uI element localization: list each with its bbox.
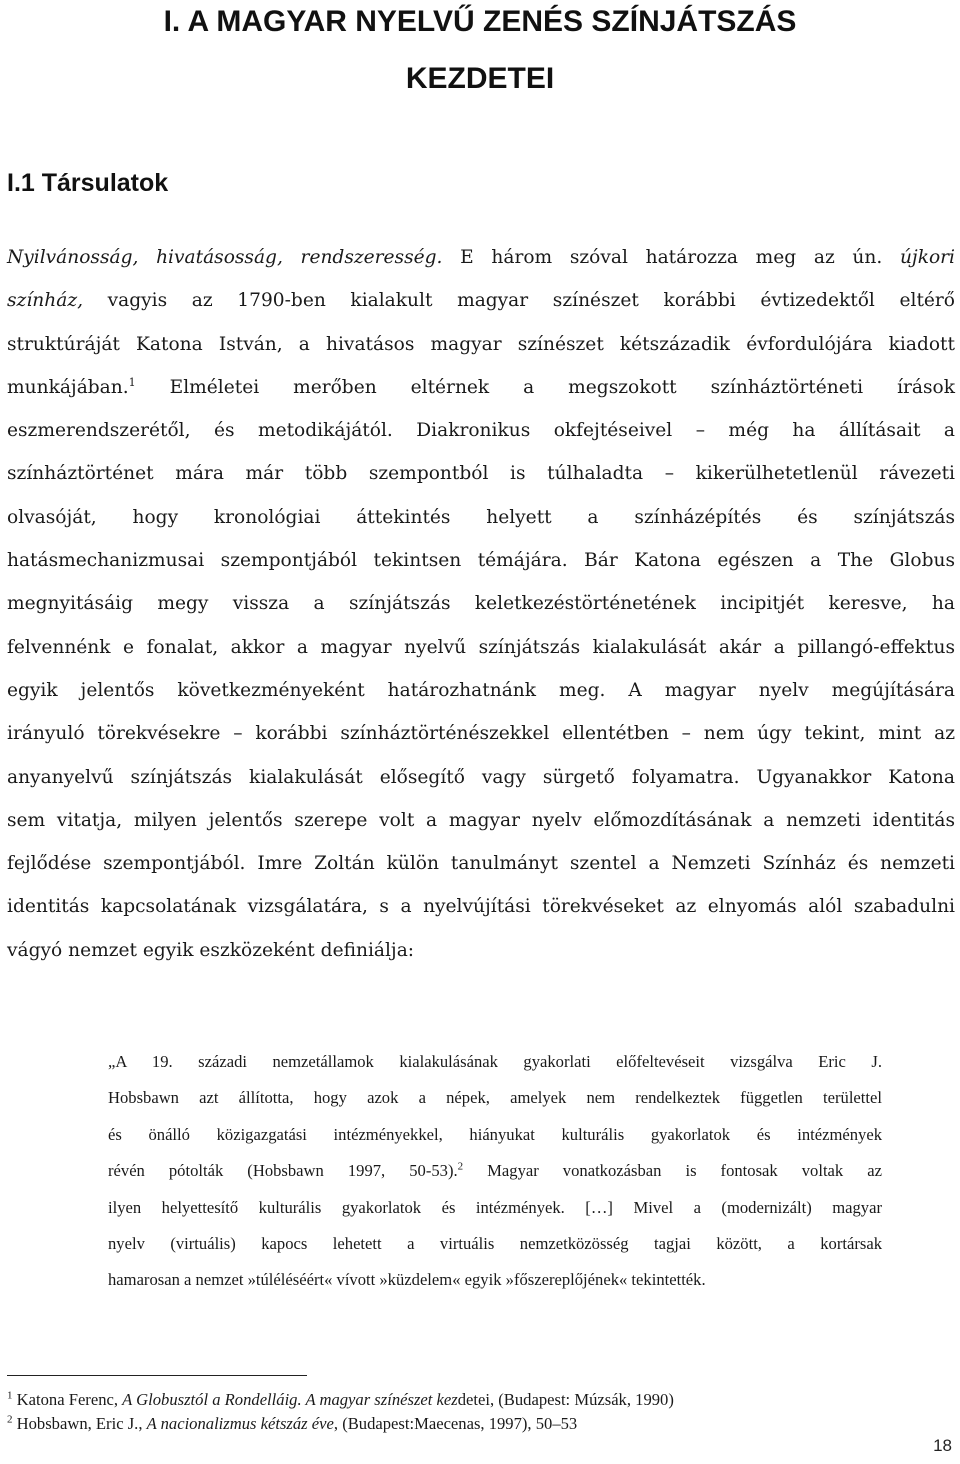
chapter-title: I. A MAGYAR NYELVŰ ZENÉS SZÍNJÁTSZÁS: [163, 5, 797, 38]
footnote-ref[interactable]: 1: [128, 375, 136, 389]
text-line: színháztörténet mára már több szempontból is túlhaladta – kikerülhetetlenül rávezeti: [7, 463, 955, 485]
text-line: struktúráját Katona István, a hivatásos magyar színészet kétszázadik évfordulójára kiadott: [7, 333, 955, 355]
quote-line: ilyen helyettesítő kulturális gyakorlatok és intézmények. […] Mivel a (modernizált) magyar: [108, 1197, 882, 1217]
footnote-2: $^2$ Hobsbawn, Eric J., A nacionalizmus kétszáz éve, (Budapest:Maecenas, 1997), 50–53: [7, 1413, 578, 1433]
text-line: eszmerendszerétől, és metodikájától. Diakronikus okfejtéseivel – még ha állításait a: [7, 420, 955, 442]
footnote-ref[interactable]: 2: [457, 1160, 464, 1173]
block-quote: [108, 1044, 882, 1299]
chapter-title-continued: KEZDETEI: [405, 62, 555, 95]
text-line: hatásmechanizmusai szempontjából tekintsen témájára. Bár Katona egészen a The Globus: [7, 550, 955, 572]
text-line: irányuló törekvésekre – korábbi színháztörténészekkel ellentétben – nem úgy tekint, mint az: [7, 723, 955, 745]
footnote-1: $^1$ Katona Ferenc, A Globusztól a Rondelláig. A magyar színészet kezdetei, (Budapest: Múzsák, 1990): [7, 1389, 674, 1409]
text-line: olvasóját, hogy kronológiai áttekintés helyett a színházépítés és színjátszás: [7, 506, 955, 528]
text-line: sem vitatja, milyen jelentős szerepe volt a magyar nyelv előmozdításának a nemzeti identitás: [7, 809, 955, 831]
quote-line: „A 19. századi nemzetállamok kialakulásának gyakorlati előfeltevéseit vizsgálva Eric J.: [108, 1052, 882, 1071]
text-line: vágyó nemzet egyik eszközeként definiálja:: [7, 939, 415, 961]
quote-line: révén pótolták (Hobsbawn 1997, 50-53).$^2$ Magyar vonatkozásban is fontosak voltak az: [108, 1160, 882, 1181]
quote-line: és önálló közigazgatási intézményekkel, hiányukat kulturális gyakorlatok és intézmények: [108, 1124, 882, 1144]
text-line: munkájában.$^1$ Elméletei merőben eltérnek a megszokott színháztörténeti írások: [7, 375, 955, 398]
body-paragraph: [7, 236, 955, 972]
footnote-divider: [7, 1375, 307, 1376]
quote-line: Hobsbawn azt állította, hogy azok a népek, amelyek nem rendelkeztek független területtel: [108, 1088, 882, 1108]
text-line: identitás kapcsolatának vizsgálatára, s a nyelvújítási törekvéseket az elnyomás alól szabadulni: [7, 896, 955, 918]
text-line: felvennénk e fonalat, akkor a magyar nyelvű színjátszás kialakulását akár a pillangó-effektus: [7, 636, 955, 658]
page-number: 18: [933, 1436, 952, 1455]
text-line: fejlődése szempontjából. Imre Zoltán külön tanulmányt szentel a Nemzeti Színház és nemzeti: [7, 853, 955, 875]
quote-line: hamarosan a nemzet »túléléséért« vívott »küzdelem« egyik »főszereplőjének« tekintették.: [108, 1270, 706, 1290]
text-line: anyanyelvű színjátszás kialakulását elősegítő vagy sürgető folyamatra. Ugyanakkor Katona: [7, 766, 955, 788]
quote-line: nyelv (virtuális) kapocs lehetett a virtuális nemzetközösség tagjai között, a kortársak: [108, 1234, 882, 1254]
text-line: egyik jelentős következményeként határozhatnánk meg. A magyar nyelv megújítására: [7, 679, 955, 701]
section-heading: I.1 Társulatok: [7, 169, 169, 197]
text-line: Nyilvánosság, hivatásosság, rendszeresség. E három szóval határozza meg az ún. újkori: [7, 247, 955, 268]
text-line: színház, vagyis az 1790-ben kialakult magyar színészet korábbi évtizedektől eltérő: [7, 290, 955, 312]
text-line: megnyitásáig megy vissza a színjátszás keletkezéstörténetének incipitjét keresve, ha: [7, 593, 955, 615]
